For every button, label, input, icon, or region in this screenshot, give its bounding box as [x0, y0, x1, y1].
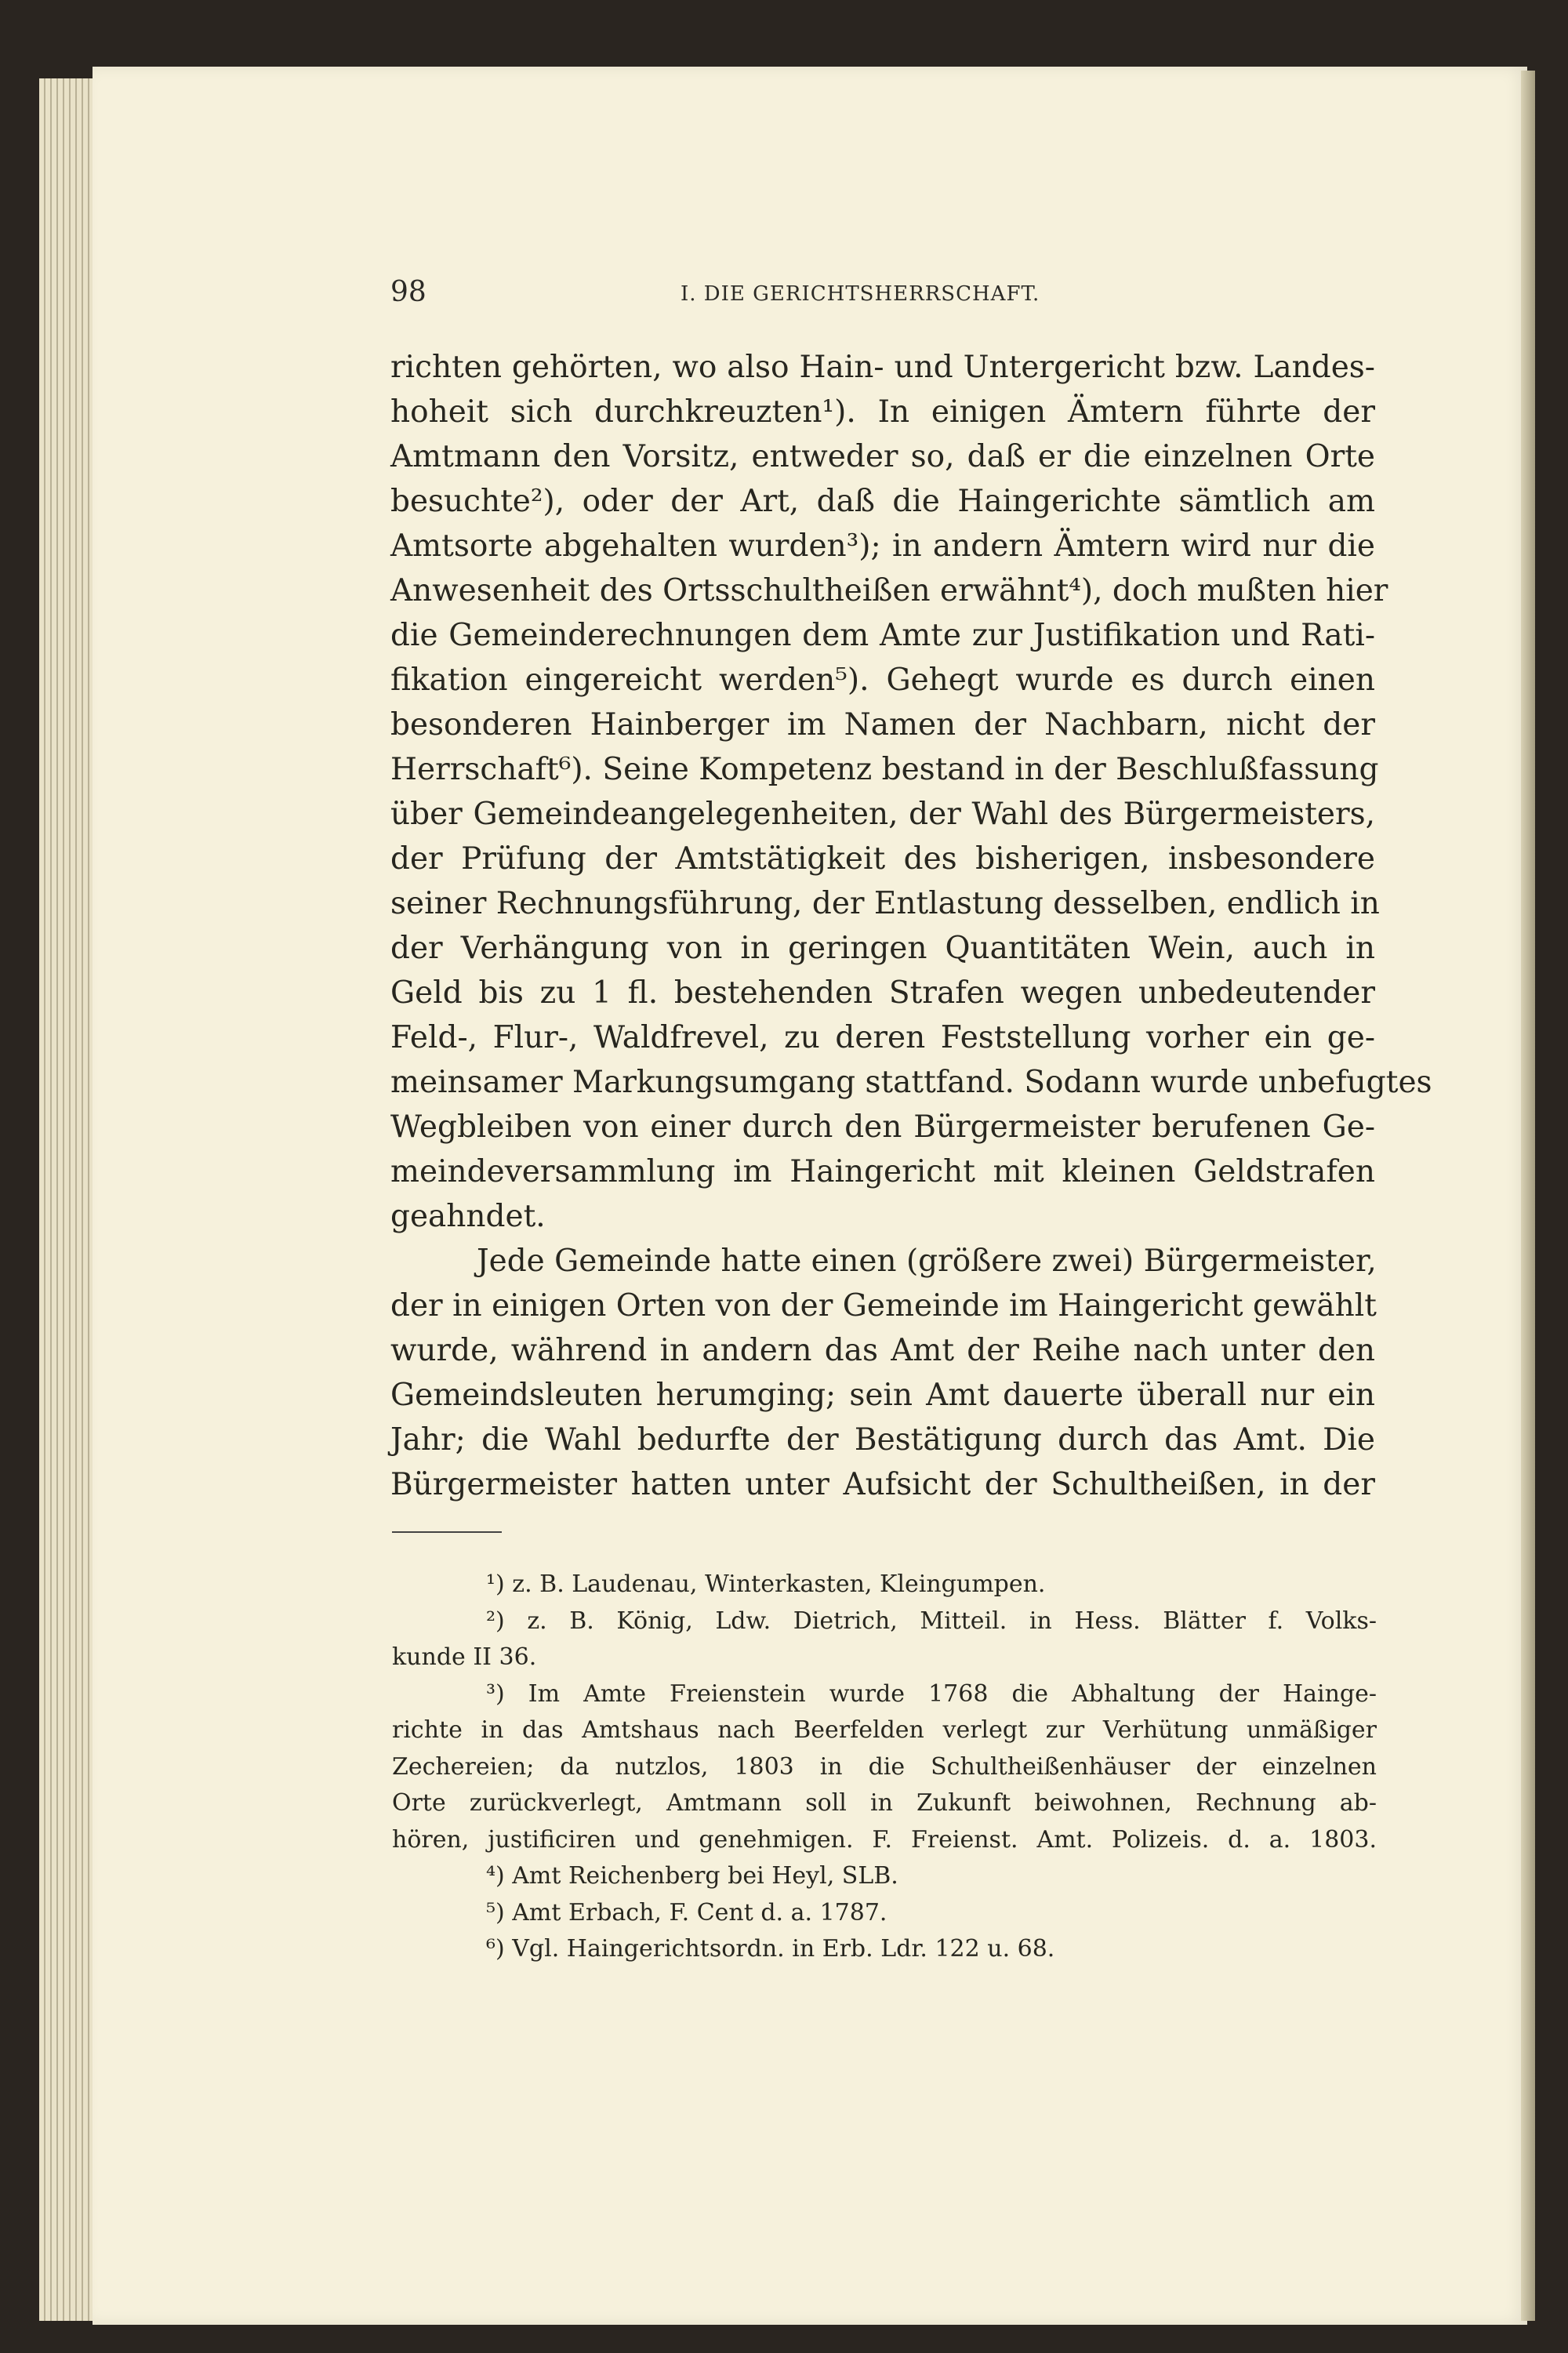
footnotes: [392, 1567, 1377, 1968]
text-line: wurde, während in andern das Amt der Reihe nach unter den: [390, 1333, 1375, 1368]
text-line: Jahr; die Wahl bedurfte der Bestätigung durch das Amt. Die: [390, 1422, 1375, 1458]
text-line: Anwesenheit des Ortsschultheißen erwähnt⁴), doch mußten hier: [390, 573, 1388, 608]
text-line: meindeversammlung im Haingericht mit kleinen Geldstrafen: [390, 1154, 1375, 1189]
footnote-line: ²) z. B. König, Ldw. Dietrich, Mitteil. in Hess. Blätter f. Volks-: [486, 1607, 1377, 1635]
footnote-line: Zechereien; da nutzlos, 1803 in die Schultheißenhäuser der einzelnen: [392, 1752, 1377, 1781]
running-title: I. DIE GERICHTSHERRSCHAFT.: [681, 282, 1040, 306]
text-line: der in einigen Orten von der Gemeinde im Haingericht gewählt: [390, 1288, 1377, 1324]
text-line: fikation eingereicht werden⁵). Gehegt wurde es durch einen: [390, 663, 1375, 698]
text-line: Amtmann den Vorsitz, entweder so, daß er die einzelnen Orte: [390, 439, 1375, 474]
footnote-line: ¹) z. B. Laudenau, Winterkasten, Kleingumpen.: [486, 1570, 1046, 1598]
footnote-line: ³) Im Amte Freienstein wurde 1768 die Abhaltung der Hainge-: [486, 1679, 1377, 1708]
text-line: Feld-, Flur-, Waldfrevel, zu deren Feststellung vorher ein ge-: [390, 1020, 1375, 1055]
text-line: Gemeindsleuten herumging; sein Amt dauerte überall nur ein: [390, 1378, 1375, 1413]
text-line: Jede Gemeinde hatte einen (größere zwei) Bürgermeister,: [477, 1244, 1377, 1279]
text-line: Bürgermeister hatten unter Aufsicht der Schultheißen, in der: [390, 1467, 1375, 1502]
text-line: Geld bis zu 1 fl. bestehenden Strafen wegen unbedeutender: [390, 975, 1375, 1011]
footnote-line: Orte zurückverlegt, Amtmann soll in Zukunft beiwohnen, Rechnung ab-: [392, 1789, 1377, 1817]
text-line: Amtsorte abgehalten wurden³); in andern Ämtern wird nur die: [390, 528, 1375, 564]
main-text: [390, 345, 1432, 1507]
footnote-line: ⁶) Vgl. Haingerichtsordn. in Erb. Ldr. 122 u. 68.: [486, 1935, 1055, 1963]
text-line: der Verhängung von in geringen Quantitäten Wein, auch in: [390, 931, 1375, 966]
footnote-line: ⁴) Amt Reichenberg bei Heyl, SLB.: [486, 1862, 898, 1890]
text-line: Wegbleiben von einer durch den Bürgermeister berufenen Ge-: [390, 1109, 1375, 1145]
text-line: hoheit sich durchkreuzten¹). In einigen Ämtern führte der: [390, 394, 1375, 430]
text-line: besuchte²), oder der Art, daß die Haingerichte sämtlich am: [390, 484, 1375, 519]
footnote-rule: [392, 1531, 502, 1533]
text-line: über Gemeindeangelegenheiten, der Wahl des Bürgermeisters,: [390, 797, 1375, 832]
footnote-line: hören, justificiren und genehmigen. F. Freienst. Amt. Polizeis. d. a. 1803.: [392, 1825, 1377, 1854]
page-number: 98: [390, 276, 426, 308]
text-line: der Prüfung der Amtstätigkeit des bisherigen, insbesondere: [390, 841, 1375, 877]
text-line: die Gemeinderechnungen dem Amte zur Justifikation und Rati-: [390, 618, 1375, 653]
page-gutter-edge: [1521, 71, 1535, 2321]
text-line: meinsamer Markungsumgang stattfand. Sodann wurde unbefugtes: [390, 1065, 1432, 1100]
footnote-line: kunde II 36.: [392, 1643, 537, 1671]
footnote-line: richte in das Amtshaus nach Beerfelden verlegt zur Verhütung unmäßiger: [392, 1716, 1377, 1744]
text-line: seiner Rechnungsführung, der Entlastung desselben, endlich in: [390, 886, 1380, 921]
text-line: Herrschaft⁶). Seine Kompetenz bestand in der Beschlußfassung: [390, 752, 1379, 787]
footnote-line: ⁵) Amt Erbach, F. Cent d. a. 1787.: [486, 1898, 887, 1926]
text-line: besonderen Hainberger im Namen der Nachbarn, nicht der: [390, 707, 1375, 743]
text-line: geahndet.: [390, 1199, 546, 1234]
text-line: richten gehörten, wo also Hain- und Untergericht bzw. Landes-: [390, 350, 1375, 385]
